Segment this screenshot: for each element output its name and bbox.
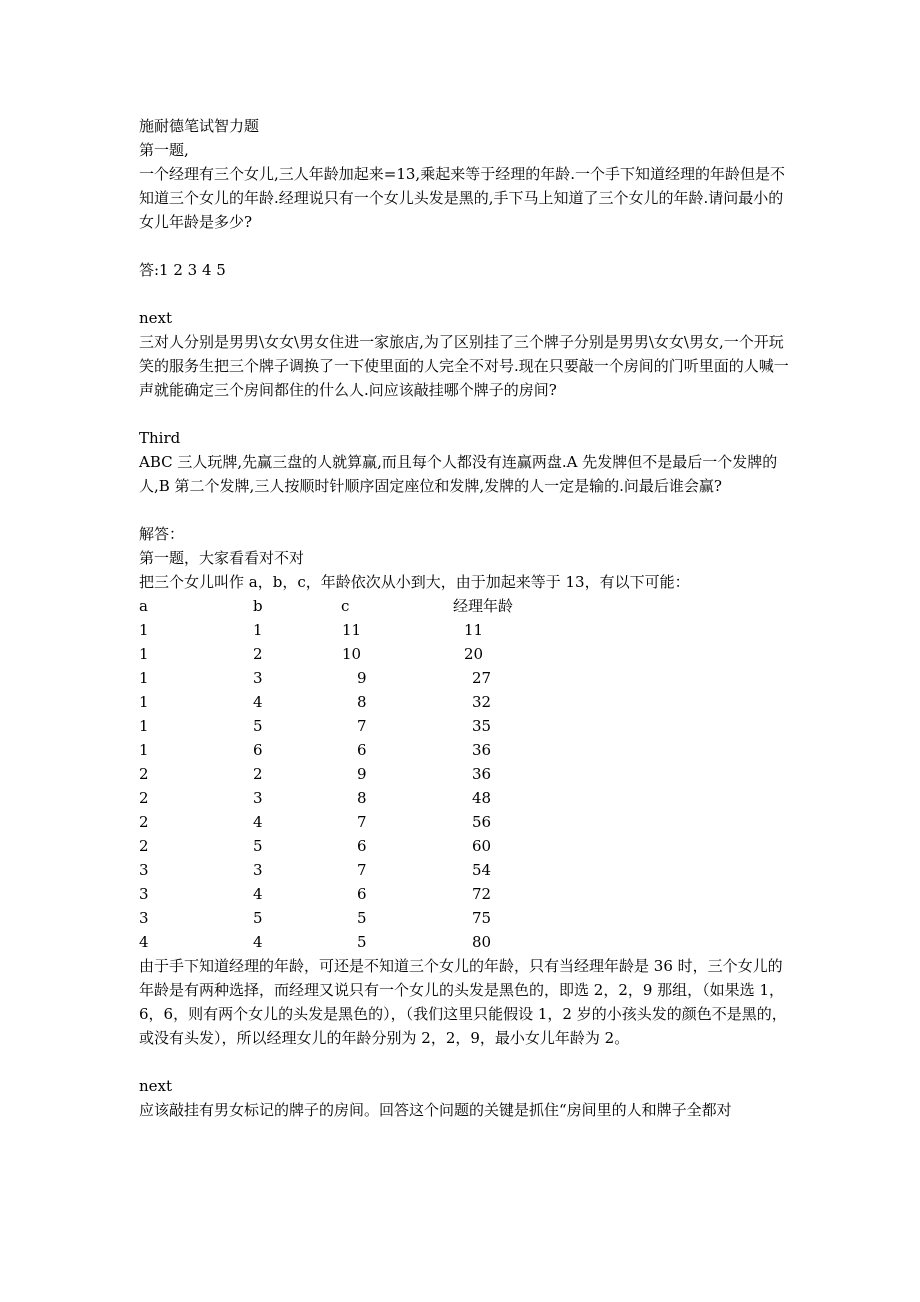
blank-line [139, 402, 789, 426]
question-3-heading: Third [139, 429, 181, 447]
cell-b: 4 [253, 885, 263, 903]
table-row [139, 762, 789, 786]
cell-c: 8 [357, 693, 367, 711]
cell-c: 11 [342, 621, 362, 639]
cell-a: 2 [139, 837, 149, 855]
table-row [139, 618, 789, 642]
column-header-manager-age: 经理年龄 [453, 597, 514, 615]
cell-a: 1 [139, 717, 149, 735]
cell-a: 3 [139, 885, 149, 903]
cell-manager-age: 48 [472, 789, 492, 807]
table-row [139, 738, 789, 762]
cell-a: 1 [139, 621, 149, 639]
cell-manager-age: 36 [472, 765, 492, 783]
solution-subheading: 第一题，大家看看对不对 [139, 549, 305, 567]
cell-manager-age: 36 [472, 741, 492, 759]
cell-a: 1 [139, 645, 149, 663]
cell-c: 5 [357, 933, 367, 951]
table-row [139, 714, 789, 738]
cell-a: 2 [139, 765, 149, 783]
question-1-answer: 答:1 2 3 4 5 [139, 261, 226, 279]
cell-a: 4 [139, 933, 149, 951]
cell-manager-age: 11 [464, 621, 484, 639]
cell-a: 1 [139, 741, 149, 759]
cell-b: 4 [253, 933, 263, 951]
cell-manager-age: 56 [472, 813, 492, 831]
cell-manager-age: 80 [472, 933, 492, 951]
table-row [139, 690, 789, 714]
blank-line [139, 1050, 789, 1074]
cell-manager-age: 32 [472, 693, 492, 711]
cell-manager-age: 20 [464, 645, 484, 663]
cell-b: 4 [253, 813, 263, 831]
cell-c: 5 [357, 909, 367, 927]
cell-c: 7 [357, 813, 367, 831]
solution-heading: 解答： [139, 525, 185, 543]
cell-b: 3 [253, 861, 263, 879]
cell-c: 10 [342, 645, 362, 663]
age-table-body [139, 618, 789, 954]
table-row [139, 642, 789, 666]
table-row [139, 930, 789, 954]
cell-b: 3 [253, 669, 263, 687]
table-row [139, 786, 789, 810]
cell-a: 3 [139, 861, 149, 879]
blank-line [139, 234, 789, 258]
cell-c: 6 [357, 837, 367, 855]
answer-2-heading: next [139, 1077, 173, 1095]
table-row [139, 906, 789, 930]
solution-explanation: 由于手下知道经理的年龄，可还是不知道三个女儿的年龄，只有当经理年龄是 36 时，三个女儿的年龄是有两种选择，而经理又说只有一个女儿的头发是黑色的，即选 2，2，9 那组，（如果选 1，6，6，则有两个女儿的头发是黑色的），（我们这里只能假设 1，2 岁的小孩头发的颜色不是黑的，或没有头发），所以经理女儿的年龄分别为 2，2，9，最小女儿年龄为 2。 [139, 957, 787, 1047]
question-2-heading: next [139, 309, 173, 327]
cell-c: 9 [357, 765, 367, 783]
table-row [139, 882, 789, 906]
cell-a: 3 [139, 909, 149, 927]
cell-c: 9 [357, 669, 367, 687]
cell-b: 2 [253, 645, 263, 663]
cell-a: 1 [139, 693, 149, 711]
cell-manager-age: 75 [472, 909, 492, 927]
cell-c: 8 [357, 789, 367, 807]
document-title: 施耐德笔试智力题 [139, 117, 260, 135]
cell-a: 2 [139, 813, 149, 831]
cell-a: 1 [139, 669, 149, 687]
cell-b: 1 [253, 621, 263, 639]
table-row [139, 858, 789, 882]
question-3-text: ABC 三人玩牌,先赢三盘的人就算赢,而且每个人都没有连赢两盘.A 先发牌但不是最后一个发牌的人,B 第二个发牌,三人按顺时针顺序固定座位和发牌,发牌的人一定是输的.问最后谁会赢? [139, 453, 778, 495]
cell-manager-age: 60 [472, 837, 492, 855]
cell-manager-age: 35 [472, 717, 492, 735]
blank-line [139, 282, 789, 306]
cell-b: 5 [253, 837, 263, 855]
cell-c: 6 [357, 741, 367, 759]
age-table-header [139, 594, 789, 618]
cell-manager-age: 72 [472, 885, 492, 903]
answer-2-text: 应该敲挂有男女标记的牌子的房间。回答这个问题的关键是抓住“房间里的人和牌子全都对 [139, 1101, 732, 1119]
document-body [139, 114, 789, 1122]
question-1-heading: 第一题, [139, 141, 189, 159]
column-header-b: b [253, 597, 263, 615]
cell-manager-age: 54 [472, 861, 492, 879]
cell-c: 7 [357, 717, 367, 735]
cell-manager-age: 27 [472, 669, 492, 687]
column-header-c: c [341, 597, 350, 615]
question-1-text: 一个经理有三个女儿,三人年龄加起来=13,乘起来等于经理的年龄.一个手下知道经理的年龄但是不知道三个女儿的年龄.经理说只有一个女儿头发是黑的,手下马上知道了三个女儿的年龄.请问最小的女儿年龄是多少? [139, 165, 785, 231]
table-row [139, 810, 789, 834]
cell-a: 2 [139, 789, 149, 807]
blank-line [139, 498, 789, 522]
question-2-text: 三对人分别是男男\女女\男女住进一家旅店,为了区别挂了三个牌子分别是男男\女女\男女,一个开玩笑的服务生把三个牌子调换了一下使里面的人完全不对号.现在只要敲一个房间的门听里面的人喊一声就能确定三个房间都住的什么人.问应该敲挂哪个牌子的房间? [139, 333, 789, 399]
cell-b: 5 [253, 717, 263, 735]
column-header-a: a [139, 597, 148, 615]
cell-c: 7 [357, 861, 367, 879]
cell-b: 6 [253, 741, 263, 759]
table-row [139, 666, 789, 690]
solution-intro: 把三个女儿叫作 a，b，c，年龄依次从小到大，由于加起来等于 13，有以下可能： [139, 573, 690, 591]
cell-b: 3 [253, 789, 263, 807]
cell-c: 6 [357, 885, 367, 903]
cell-b: 2 [253, 765, 263, 783]
table-row [139, 834, 789, 858]
cell-b: 5 [253, 909, 263, 927]
cell-b: 4 [253, 693, 263, 711]
